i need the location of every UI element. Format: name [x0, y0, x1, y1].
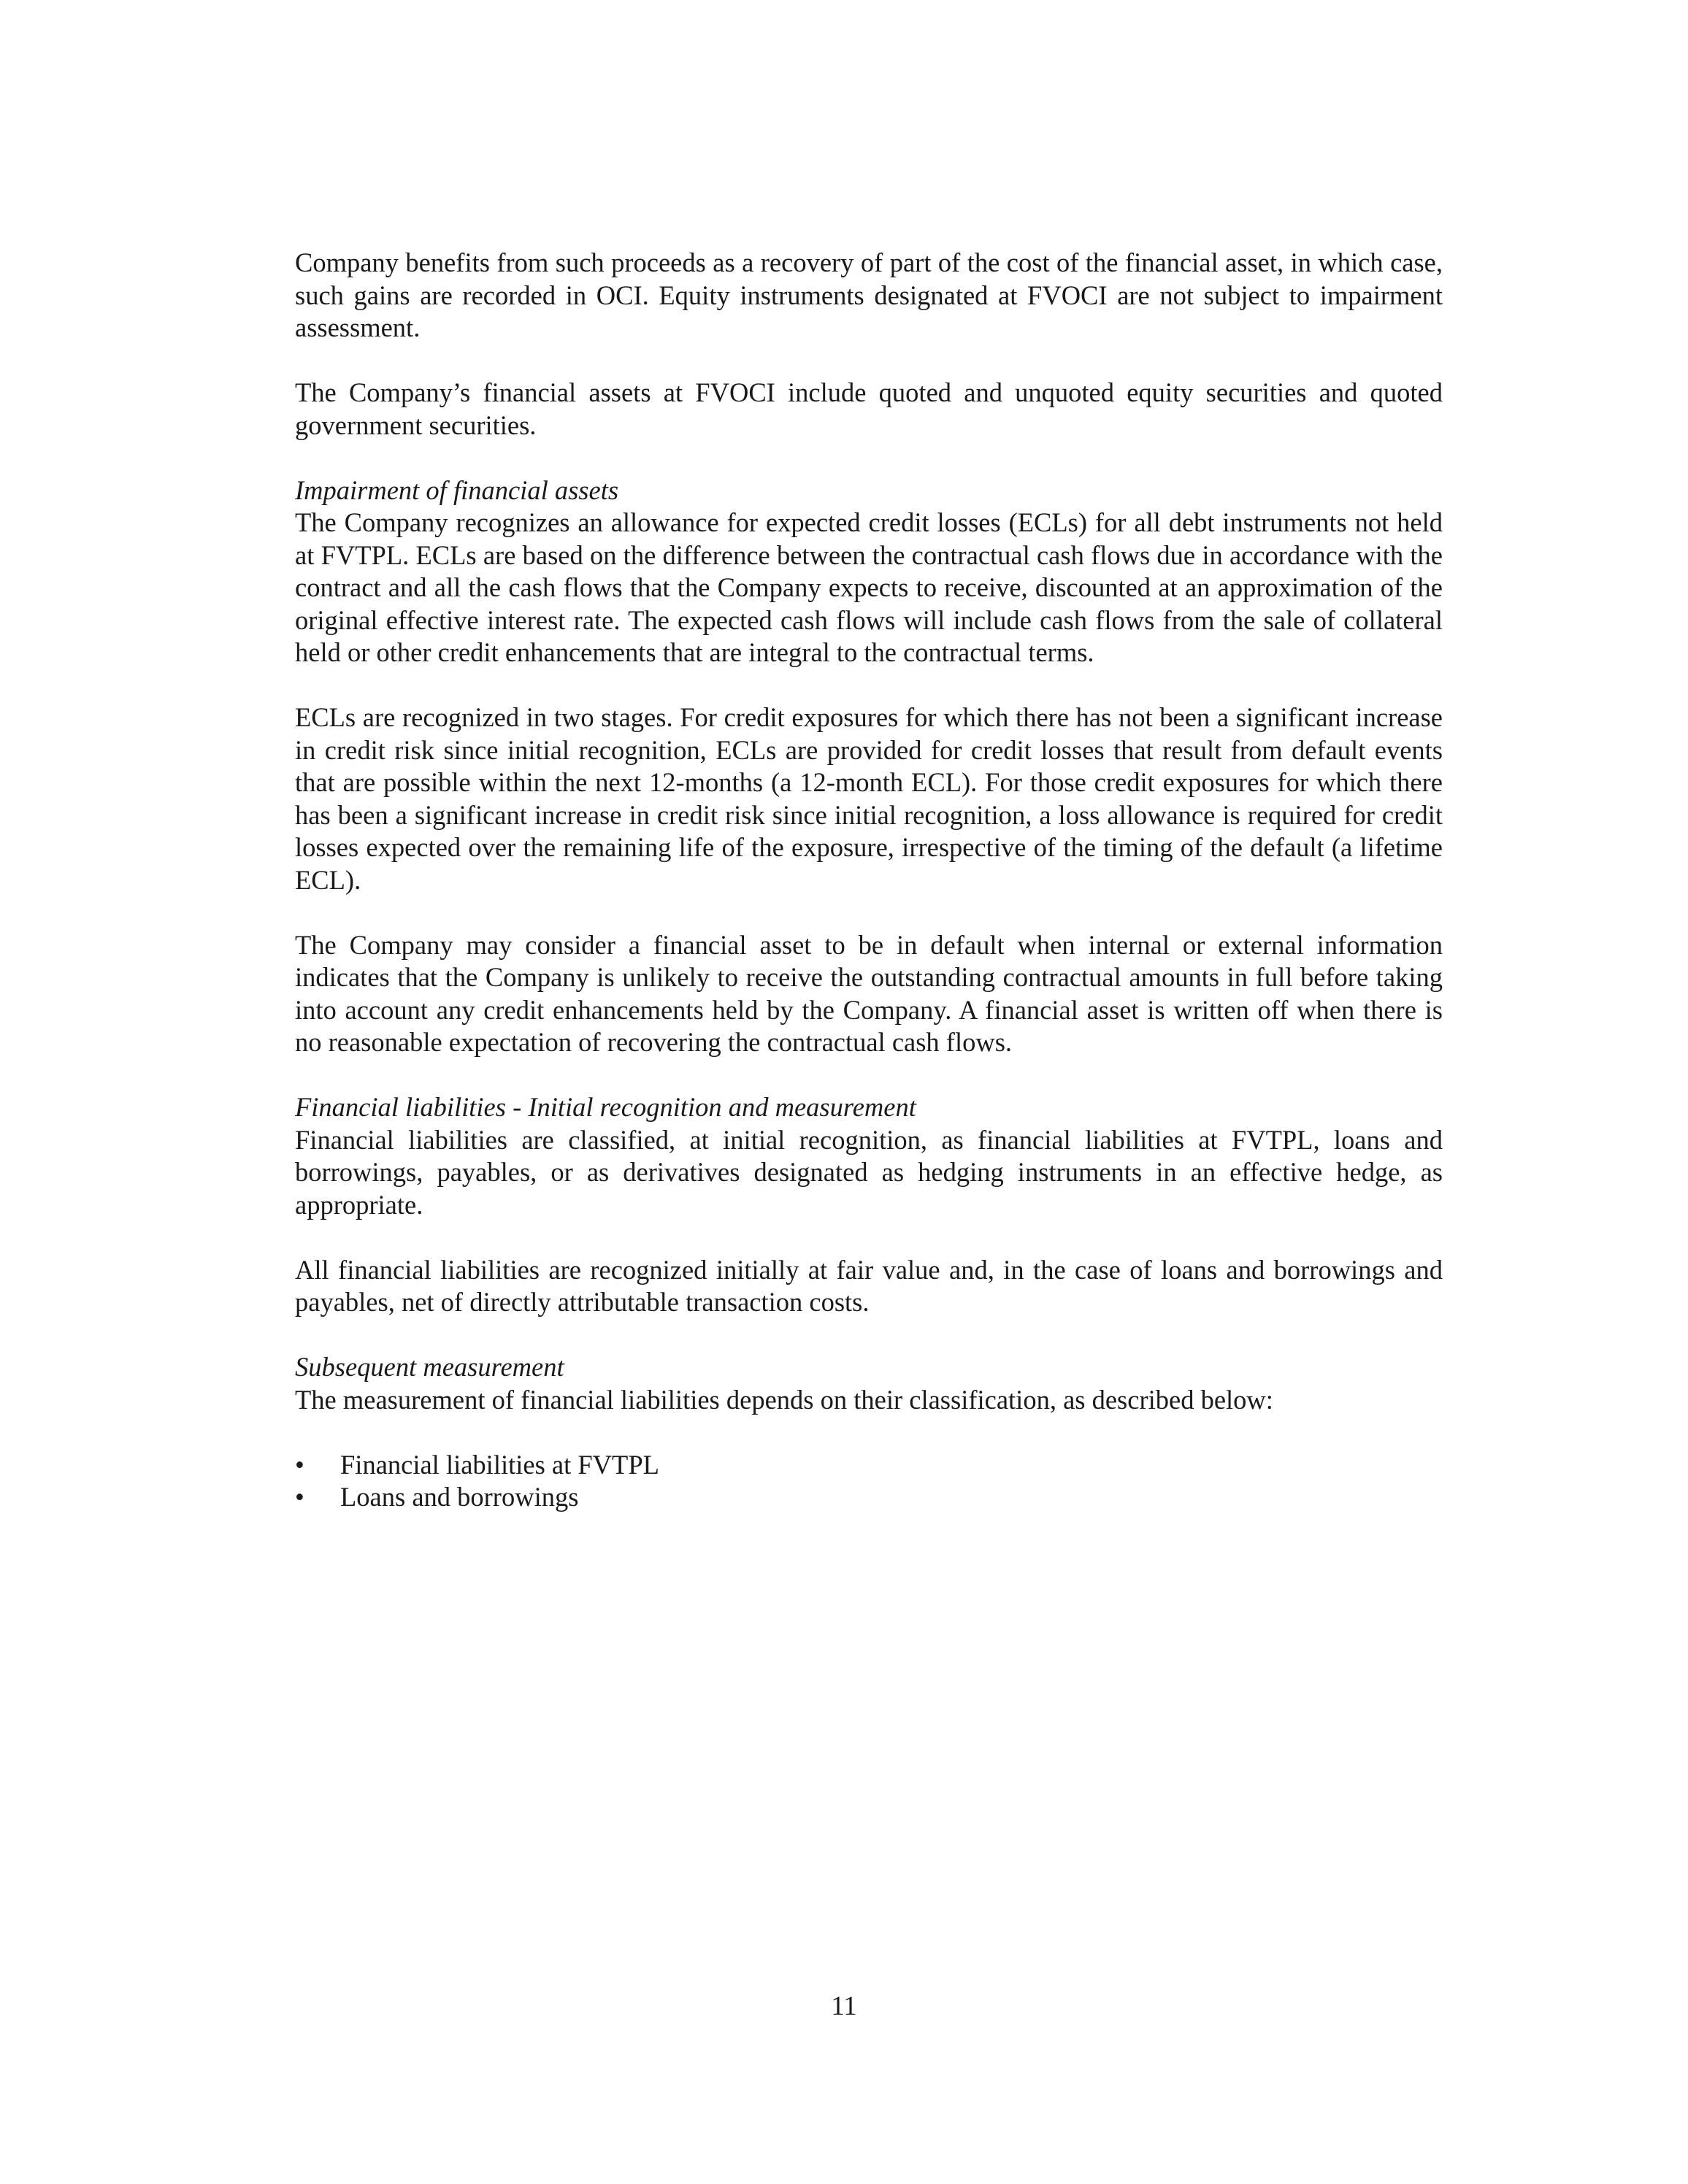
heading-liabilities-part2: Initial recognition and measurement [528, 1092, 916, 1122]
heading-liabilities-part1: Financial liabilities [295, 1092, 506, 1122]
list-item-text: Loans and borrowings [340, 1482, 579, 1512]
paragraph-fvoci-assets: The Company’s financial assets at FVOCI include quoted and unquoted equity securities and quoted government securities. [295, 377, 1443, 440]
section-subsequent-measurement [295, 1351, 1443, 1416]
paragraph-liabilities-classification: Financial liabilities are classified, at initial recognition, as financial liabilities at FVTPL, loans and borrowings, payables, or as derivatives designated as hedging instruments in an effective hedge, as appropriate. [295, 1124, 1443, 1220]
paragraph-ecl-stages: ECLs are recognized in two stages. For credit exposures for which there has not been a significant increase in credit risk since initial recognition, ECLs are provided for credit losses that result from default events that are possible within the next 12-months (a 12-month ECL). For those credit exposures for which there has been a significant increase in credit risk since initial recognition, a loss allowance is required for credit losses expected over the remaining life of the exposure, irrespective of the timing of the default (a lifetime ECL). [295, 702, 1443, 895]
document-page [295, 247, 1443, 1514]
bullet-icon: • [295, 1449, 304, 1480]
heading-liabilities-separator: - [505, 1092, 529, 1122]
paragraph-subsequent-measurement: The measurement of financial liabilities depends on their classification, as described below: [295, 1384, 1273, 1415]
paragraph-ecl-allowance: The Company recognizes an allowance for expected credit losses (ECLs) for all debt instruments not held at FVTPL. ECLs are based on the difference between the contractual cash flows due in accordance with the contract and all the cash flows that the Company expects to receive, discounted at an approximation of the original effective interest rate. The expected cash flows will include cash flows from the sale of collateral held or other credit enhancements that are integral to the contractual terms. [295, 507, 1443, 667]
paragraph-default: The Company may consider a financial asset to be in default when internal or external information indicates that the Company is unlikely to receive the outstanding contractual amounts in full before taking into account any credit enhancements held by the Company. A financial asset is written off when there is no reasonable expectation of recovering the contractual cash flows. [295, 929, 1443, 1057]
heading-impairment: Impairment of financial assets [295, 474, 619, 505]
bullet-list-classifications [295, 1449, 1443, 1514]
bullet-icon: • [295, 1482, 304, 1512]
list-item-text: Financial liabilities at FVTPL [340, 1449, 659, 1480]
page-number: 11 [831, 1991, 857, 2020]
paragraph-liabilities-initial: All financial liabilities are recognized initially at fair value and, in the case of loans and borrowings and payables, net of directly attributable transaction costs. [295, 1254, 1443, 1317]
paragraph-fvoci-recovery: Company benefits from such proceeds as a recovery of part of the cost of the financial asset, in which case, such gains are recorded in OCI. Equity instruments designated at FVOCI are not subject to impairment assessment. [295, 247, 1443, 342]
section-financial-liabilities [295, 1091, 1443, 1221]
heading-subsequent-measurement: Subsequent measurement [295, 1352, 564, 1382]
list-item [295, 1449, 1443, 1482]
heading-financial-liabilities [295, 1091, 1443, 1124]
section-impairment [295, 474, 1443, 669]
list-item [295, 1481, 1443, 1514]
